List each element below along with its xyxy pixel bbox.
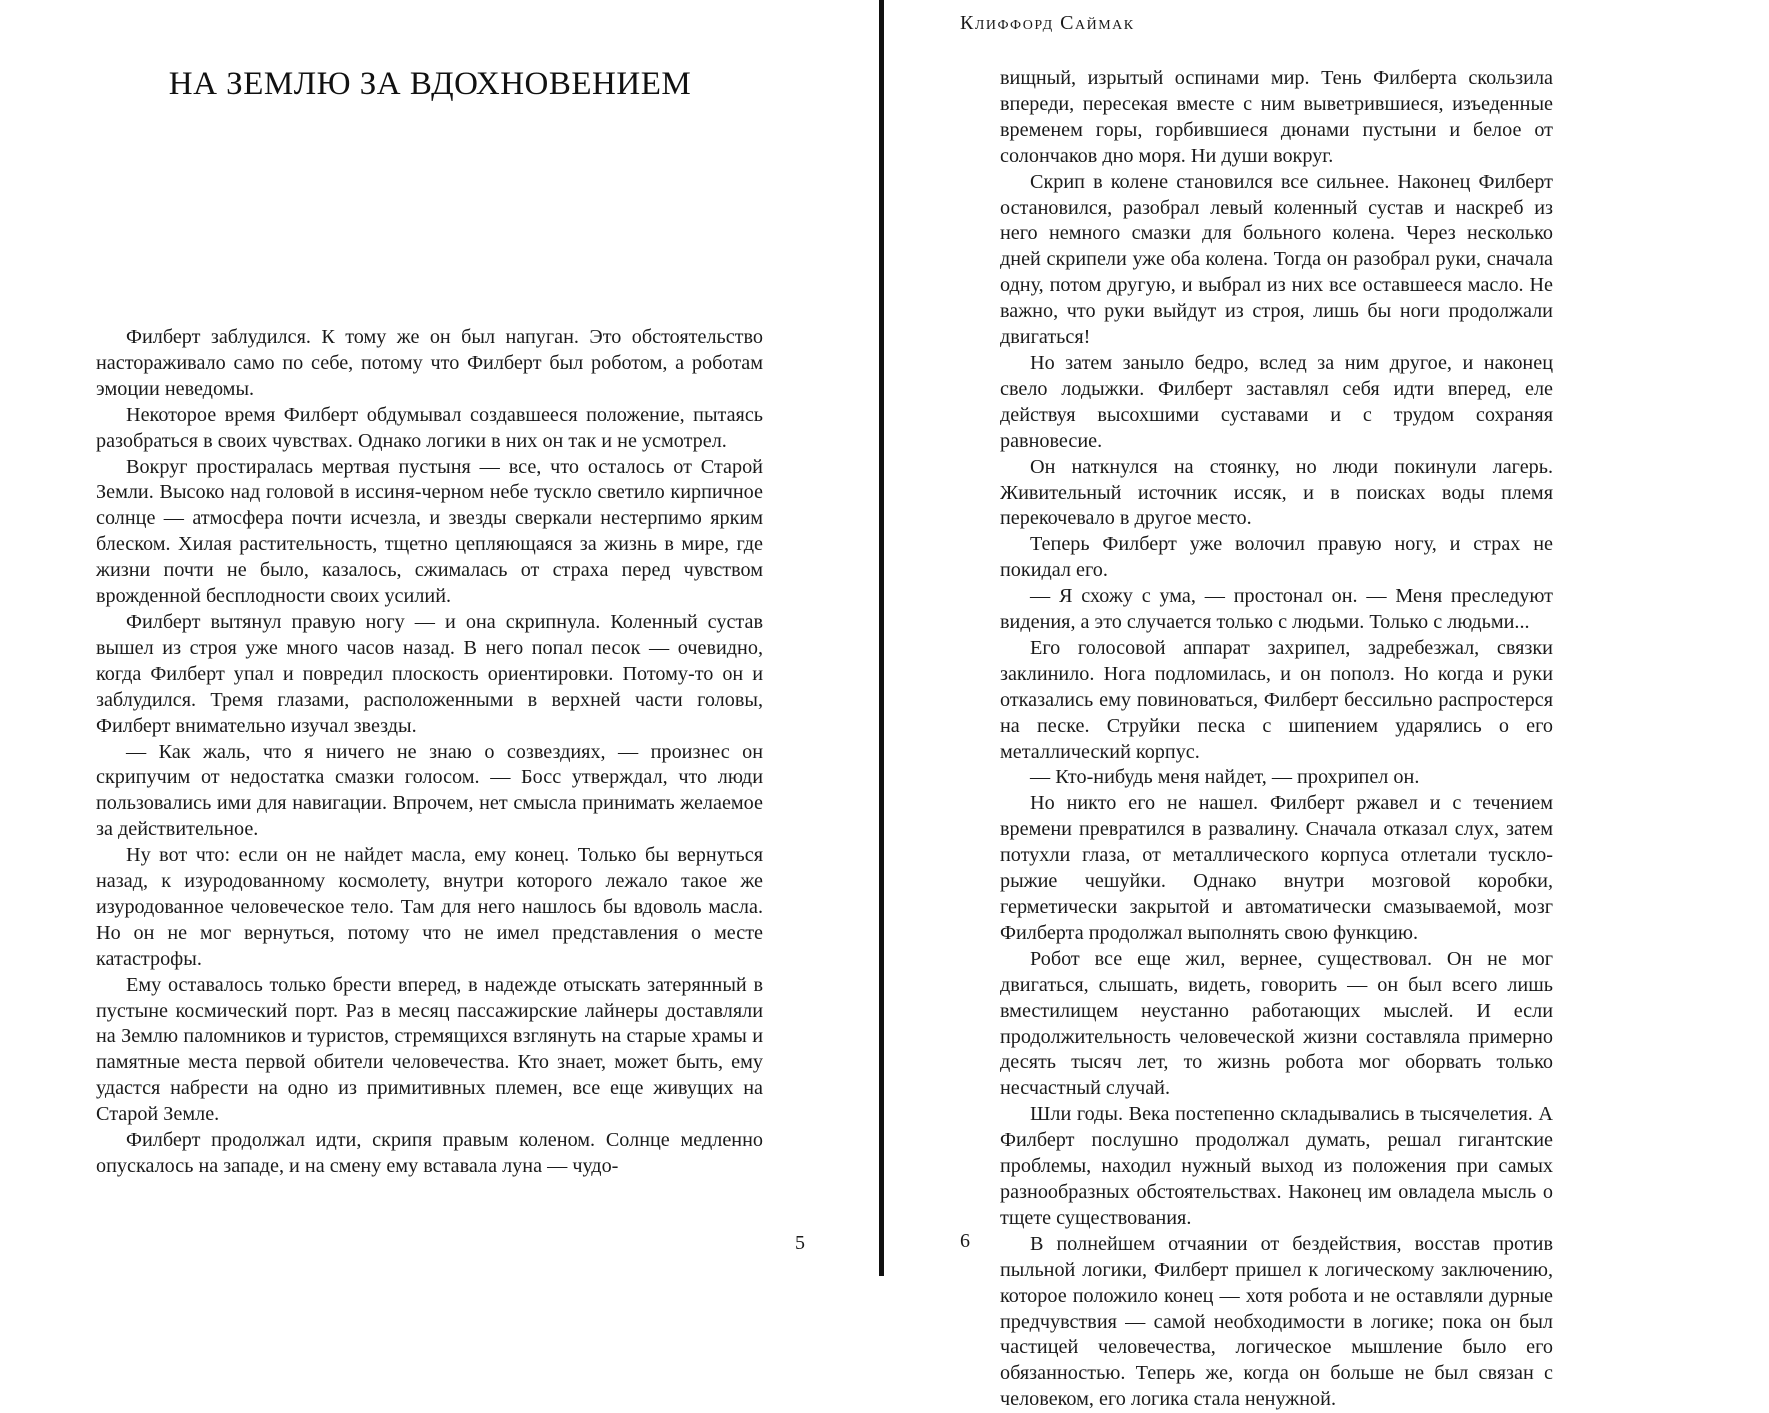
paragraph: Филберт вытянул правую ногу — и она скрипнула. Коленный сустав вышел из строя уже много часов назад. В него попал песок — очевидно, когда Филберт упал и повредил плоскость ориентировки. Потому-то он и заблудился. Тремя глазами, расположенными в верхней части головы, Филберт внимательно изучал звезды. [96,610,763,737]
paragraph: — Кто-нибудь меня найдет, — прохрипел он. [1030,766,1420,789]
paragraph: Шли годы. Века постепенно складывались в тысячелетия. А Филберт послушно продолжал думать, решал гигантские проблемы, находил нужный выход из положения при самых разнообразных обстоятельствах. Наконец им овладела мысль о тщете существования. [1000,1103,1553,1229]
paragraph: Филберт заблудился. К тому же он был напуган. Это обстоятельство настораживало само по себе, потому что Филберт был роботом, а роботам эмоции неведомы. [96,326,763,400]
paragraph: Его голосовой аппарат захрипел, задребезжал, связки заклинило. Нога подломилась, и он пополз. Но когда и руки отказались ему повиноваться, Филберт бессильно распростерся на песке. Струйки песка с шипением ударялись о его металлический корпус. [1000,636,1553,763]
running-head: Клиффорд Саймак [960,12,1135,34]
chapter-title: НА ЗЕМЛЮ ЗА ВДОХНОВЕНИЕМ [168,66,692,102]
left-page-body [96,325,763,1180]
paragraph: Филберт продолжал идти, скрипя правым коленом. Солнце медленно опускалось на западе, и на смену ему вставала луна — чудо- [96,1129,763,1177]
paragraph: Теперь Филберт уже волочил правую ногу, и страх не покидал его. [1000,533,1553,582]
paragraph: Но затем заныло бедро, вслед за ним другое, и наконец свело лодыжки. Филберт заставлял себя идти вперед, еле действуя высохшими суставами и с трудом сохраняя равновесие. [1000,351,1553,452]
right-page [884,0,1769,1411]
left-page [0,0,879,1276]
page-number-right: 6 [960,1230,970,1252]
paragraph: Он наткнулся на стоянку, но люди покинули лагерь. Живительный источник иссяк, и в поисках воды племя перекочевало в другое место. [1000,455,1553,530]
paragraph: Ему оставалось только брести вперед, в надежде отыскать затерянный в пустыне космический порт. Раз в месяц пассажирские лайнеры доставляли на Землю паломников и туристов, стремящихся взглянуть на старые храмы и памятные места первой обители человечества. Кто знает, может быть, ему удастся набрести на одно из примитивных племен, все еще живущих на Старой Земле. [96,973,763,1126]
paragraph: — Как жаль, что я ничего не знаю о созвездиях, — произнес он скрипучим от недостатка смазки голосом. — Босс утверждал, что люди пользовались ими для навигации. Впрочем, нет смысла принимать желаемое за действительное. [96,740,763,841]
paragraph: — Я схожу с ума, — простонал он. — Меня преследуют видения, а это случается только с людьми. Только с людьми... [1000,585,1553,634]
right-page-body [1000,66,1553,1413]
paragraph: Но никто его не нашел. Филберт ржавел и с течением времени превратился в развалину. Сначала отказал слух, затем потухли глаза, от металлического корпуса отлетали тускло-рыжие чешуйки. Однако внутри мозговой коробки, герметически закрытой и автоматически смазываемой, мозг Филберта продолжал выполнять свою функцию. [1000,792,1553,944]
paragraph: В полнейшем отчаянии от бездействия, восстав против пыльной логики, Филберт пришел к логическому заключению, которое положило конец — хотя робота и не оставляли дурные предчувствия — самой необходимости в логике; пока он был частицей человечества, логическое мышление было его обязанностью. Теперь же, когда он больше не был связан с человеком, его логика стала ненужной. [1000,1232,1553,1411]
page-number-left: 5 [795,1232,805,1254]
paragraph: Некоторое время Филберт обдумывал создавшееся положение, пытаясь разобраться в своих чувствах. Однако логики в них он так и не усмотрел. [96,403,763,452]
paragraph: Робот все еще жил, вернее, существовал. Он не мог двигаться, слышать, видеть, говорить — он был всего лишь вместилищем неустанно работающих мыслей. И если продолжительность человеческой жизни составляла примерно десять тысяч лет, то жизнь робота мог оборвать только несчастный случай. [1000,947,1553,1100]
paragraph: вищный, изрытый оспинами мир. Тень Филберта скользила впереди, пересекая вместе с ним выветрившиеся, изъеденные временем горы, горбившиеся дюнами пустыни и белое от солончаков дно моря. Ни души вокруг. [1000,67,1553,167]
paragraph: Вокруг простиралась мертвая пустыня — все, что осталось от Старой Земли. Высоко над головой в иссиня-черном небе тускло светило кирпичное солнце — атмосфера почти исчезла, и звезды сверкали нестерпимо ярким блеском. Хилая растительность, тщетно цепляющаяся за жизнь в мире, где жизни почти не было, казалось, сжималась от страха перед чувством врожденной бесплодности своих усилий. [96,455,763,608]
paragraph: Ну вот что: если он не найдет масла, ему конец. Только бы вернуться назад, к изуродованному космолету, внутри которого лежало такое же изуродованное человеческое тело. Там для него нашлось бы вдоволь масла. Но он не мог вернуться, потому что не имел представления о месте катастрофы. [96,844,763,970]
paragraph: Скрип в колене становился все сильнее. Наконец Филберт остановился, разобрал левый коленный сустав и наскреб из него немного смазки для больного колена. Через несколько дней скрипели уже оба колена. Тогда он разобрал руки, сначала одну, потом другую, и выбрал из них все оставшееся масло. Не важно, что руки выйдут из строя, лишь бы ноги продолжали двигаться! [1000,170,1553,349]
